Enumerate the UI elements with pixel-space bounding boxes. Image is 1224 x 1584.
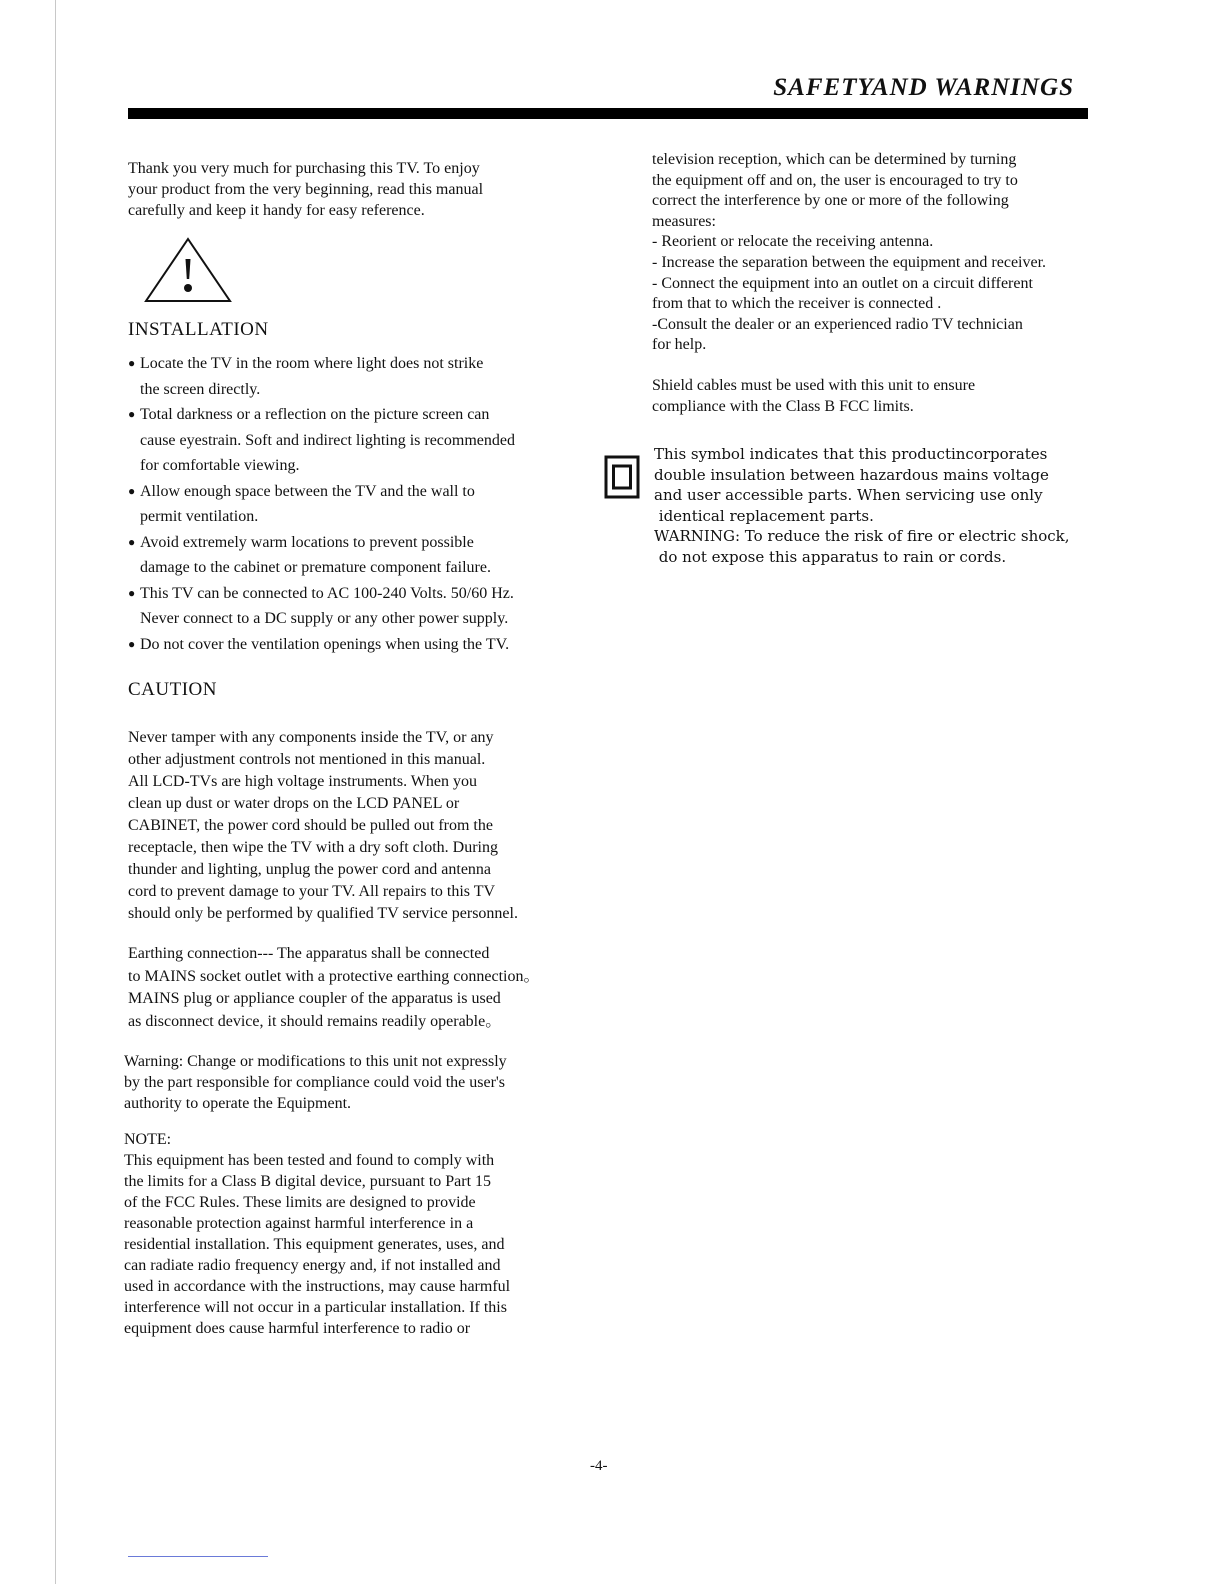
warning-line: by the part responsible for compliance could void the user's [124, 1074, 505, 1091]
right-column [652, 150, 1122, 417]
installation-item [128, 402, 608, 479]
caution-heading: CAUTION [128, 679, 217, 700]
caution-line: All LCD-TVs are high voltage instruments. When you [128, 773, 477, 790]
item-line: for comfortable viewing. [140, 457, 300, 474]
note-line: This equipment has been tested and found to comply with [124, 1152, 495, 1169]
item-line: Total darkness or a reflection on the picture screen can [140, 406, 490, 423]
measure-line: the equipment off and on, the user is encouraged to try to [652, 171, 1018, 189]
symbol-line: This symbol indicates that this productincorporates [654, 445, 1048, 463]
item-line: Allow enough space between the TV and the wall to [140, 482, 475, 500]
note-paragraph [124, 1129, 608, 1339]
warning-paragraph [124, 1051, 608, 1114]
measure-line: measures: [652, 212, 716, 230]
symbol-line: identical replacement parts. [654, 506, 874, 525]
symbol-line: do not expose this apparatus to rain or cords. [654, 547, 1007, 566]
note-line: residential installation. This equipment generates, uses, and [124, 1236, 505, 1253]
warning-line: authority to operate the Equipment. [124, 1095, 352, 1112]
shield-line: compliance with the Class B FCC limits. [652, 397, 914, 415]
intro-line: your product from the very beginning, read this manual [128, 181, 484, 198]
measure-line: - Reorient or relocate the receiving antenna. [652, 233, 934, 251]
footer-rule [128, 1556, 268, 1557]
installation-item [128, 581, 608, 632]
symbol-line: double insulation between hazardous mains voltage [654, 465, 1049, 484]
earthing-line: to MAINS socket outlet with a protective earthing connection。 [128, 967, 540, 985]
measure-line: - Increase the separation between the equipment and receiver. [652, 253, 1047, 271]
caution-line: cord to prevent damage to your TV. All repairs to this TV [128, 883, 496, 900]
measure-line: television reception, which can be determined by turning [652, 151, 1017, 168]
double-insulation-paragraph [654, 444, 1070, 568]
earthing-paragraph [128, 943, 608, 1033]
caution-line: Never tamper with any components inside the TV, or any [128, 729, 494, 746]
installation-list [128, 351, 608, 657]
double-insulation-icon [604, 455, 640, 499]
caution-line: other adjustment controls not mentioned in this manual. [128, 751, 486, 768]
header-bar [128, 108, 1088, 119]
measure-line: -Consult the dealer or an experienced radio TV technician [652, 315, 1023, 333]
item-line: This TV can be connected to AC 100-240 Volts. 50/60 Hz. [140, 584, 514, 602]
item-line: the screen directly. [140, 380, 261, 398]
interference-measures [652, 150, 1122, 356]
item-line: permit ventilation. [140, 508, 259, 525]
item-line: cause eyestrain. Soft and indirect lighting is recommended [140, 431, 515, 449]
measure-line: - Connect the equipment into an outlet on a circuit different [652, 274, 1033, 292]
measure-line: correct the interference by one or more of the following [652, 192, 1009, 210]
symbol-line: and user accessible parts. When servicing use only [654, 486, 1043, 505]
installation-item [128, 530, 608, 581]
warning-line: Warning: Change or modifications to this unit not expressly [124, 1053, 507, 1070]
caution-line: clean up dust or water drops on the LCD PANEL or [128, 795, 460, 812]
warning-triangle-icon [142, 235, 234, 305]
item-line: Locate the TV in the room where light does not strike [140, 355, 484, 372]
caution-line: receptacle, then wipe the TV with a dry soft cloth. During [128, 839, 498, 856]
caution-paragraph [128, 727, 608, 925]
shield-line: Shield cables must be used with this unit to ensure [652, 376, 976, 394]
bullet-icon: ● [128, 636, 136, 651]
note-line: of the FCC Rules. These limits are designed to provide [124, 1194, 476, 1211]
item-line: damage to the cabinet or premature component failure. [140, 559, 491, 576]
note-line: interference will not occur in a particular installation. If this [124, 1299, 507, 1316]
page-title: SAFETYAND WARNINGS [773, 74, 1074, 101]
page-number: -4- [590, 1458, 608, 1474]
intro-paragraph [128, 158, 608, 221]
margin-rule [55, 0, 56, 1584]
measure-line: for help. [652, 336, 707, 354]
bullet-icon: ● [128, 483, 136, 498]
note-line: can radiate radio frequency energy and, if not installed and [124, 1257, 501, 1274]
note-line: used in accordance with the instructions, may cause harmful [124, 1278, 511, 1295]
caution-line: thunder and lighting, unplug the power cord and antenna [128, 861, 492, 878]
earthing-line: as disconnect device, it should remains readily operable。 [128, 1012, 502, 1030]
note-heading: NOTE: [124, 1131, 172, 1148]
symbol-line: WARNING: To reduce the risk of fire or electric shock, [654, 527, 1070, 546]
item-line: Avoid extremely warm locations to prevent possible [140, 533, 474, 551]
earthing-line: MAINS plug or appliance coupler of the apparatus is used [128, 990, 501, 1007]
item-line: Never connect to a DC supply or any other power supply. [140, 610, 509, 627]
bullet-icon: ● [128, 407, 136, 421]
note-line: equipment does cause harmful interference to radio or [124, 1320, 471, 1337]
installation-heading: INSTALLATION [128, 319, 269, 340]
bullet-icon: ● [128, 534, 136, 549]
installation-item [128, 351, 608, 402]
installation-item [128, 632, 608, 658]
bullet-icon: ● [128, 585, 136, 600]
left-column [124, 158, 608, 1339]
note-line: reasonable protection against harmful interference in a [124, 1215, 474, 1232]
bullet-icon: ● [128, 356, 136, 370]
intro-line: Thank you very much for purchasing this TV. To enjoy [128, 160, 480, 177]
note-line: the limits for a Class B digital device, pursuant to Part 15 [124, 1173, 492, 1190]
installation-item [128, 479, 608, 530]
caution-line: should only be performed by qualified TV service personnel. [128, 905, 518, 922]
item-line: Do not cover the ventilation openings when using the TV. [140, 635, 510, 653]
earthing-line: Earthing connection--- The apparatus shall be connected [128, 945, 490, 962]
shield-paragraph [652, 376, 1122, 417]
measure-line: from that to which the receiver is connected . [652, 295, 942, 313]
intro-line: carefully and keep it handy for easy reference. [128, 202, 425, 219]
caution-line: CABINET, the power cord should be pulled out from the [128, 817, 493, 834]
